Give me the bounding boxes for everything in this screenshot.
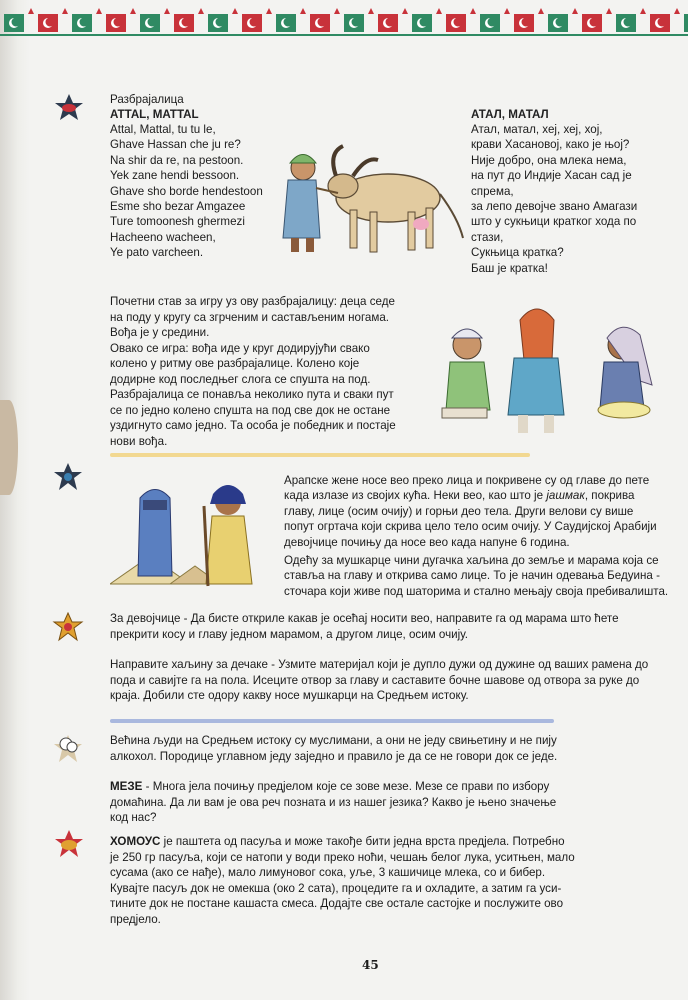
text-line: Направите хаљину за дечаке - Узмите материјал који је дупло дужи од дужине од ваших рамена до bbox=[110, 658, 649, 671]
text-line: краја. Добили сте одору какву носе мушкарци на Средњем истоку. bbox=[110, 689, 469, 702]
children-illustration bbox=[432, 290, 667, 445]
text-line: тините док не постане кашаста смеса. Додајте све остале састојке и послужите ово bbox=[110, 897, 564, 910]
cyrillic-title: АТАЛ, МАТАЛ bbox=[471, 108, 549, 121]
text-line: Ture tomoonesh ghermezi bbox=[110, 215, 245, 229]
page-binding-edge bbox=[0, 0, 30, 1000]
text-line: Атал, матал, хеј, хеј, хој, bbox=[471, 123, 603, 136]
text-line: код нас? bbox=[110, 811, 157, 824]
text-line: Није добро, она млека нема, bbox=[471, 153, 627, 167]
section-divider bbox=[110, 453, 530, 457]
text-line: Почетни став за игру уз ову разбрајалицу: деца седе bbox=[110, 295, 395, 308]
hands-icon bbox=[52, 828, 86, 867]
text-line: Разбрајалица се понавља неколико пута и сваки пут bbox=[110, 388, 394, 401]
page-number: 45 bbox=[362, 958, 379, 972]
text-line: девојчице почињу да носе вео када напуне 6 година. bbox=[284, 535, 570, 549]
text-line: За девојчице - Да бисте откриле какав је осећај носити вео, направите га од марама што ћете bbox=[110, 612, 619, 625]
cloud-icon bbox=[52, 732, 84, 771]
text-run: када излазе из својих кућа. Неки вео, као што је bbox=[284, 489, 547, 503]
text-line: Сукњица кратка? bbox=[471, 246, 564, 260]
text-line: Ghave sho borde hendestoon bbox=[110, 184, 263, 198]
text-line: крави Хасановој, како је њој? bbox=[471, 138, 630, 152]
text-line: Овако се игра: вођа иде у круг додирујући свако bbox=[110, 341, 370, 355]
rhyme-heading: Разбрајалица bbox=[110, 93, 184, 106]
text-line: Hacheeno wacheen, bbox=[110, 230, 216, 244]
text-line: нови вођа. bbox=[110, 434, 168, 448]
text-line: Ye pato varcheen. bbox=[110, 246, 204, 260]
text-line: за лепо девојче звано Амагази bbox=[471, 200, 638, 213]
text-line: спрема, bbox=[471, 184, 514, 198]
text-line: ставља на главу и открива само лице. То је начин одевања Бедуина - bbox=[284, 569, 660, 583]
text-line: се по једно колено спушта на под све док не остане bbox=[110, 403, 391, 417]
text-run: - Многа јела почињу предјелом које се зове мезе. Мезе се прави по избору bbox=[142, 780, 550, 793]
text-line: Вођа је у средини. bbox=[110, 326, 210, 339]
star-icon bbox=[52, 462, 84, 497]
text-line: Na shir da re, na pestoon. bbox=[110, 153, 244, 167]
camel-icon bbox=[52, 93, 86, 128]
meze-term: МЕЗЕ bbox=[110, 780, 143, 793]
text-line: Арапске жене носе вео преко лица и покривене су од главе до пете bbox=[284, 474, 650, 487]
veiled-people-illustration bbox=[110, 476, 280, 597]
text-line: на поду у кругу са згрченим и састављеним ногама. bbox=[110, 310, 390, 324]
text-line: додирне код последњег слога се спушта на под. bbox=[110, 372, 371, 386]
star-icon bbox=[52, 612, 84, 647]
boy-with-cow-illustration bbox=[258, 138, 473, 268]
text-line: колено у ритму ове разбрајалице. Колено које bbox=[110, 357, 360, 370]
latin-title: ATTAL, MATTAL bbox=[110, 108, 199, 121]
text-line: предјело. bbox=[110, 912, 161, 926]
text-line: Esme sho bezar Amgazee bbox=[110, 200, 246, 213]
text-line: сточара који живе под шаторима и стално мењају своја пребивалишта. bbox=[284, 584, 669, 598]
text-line: домаћина. Да ли вам је ова реч позната и из нашег језика? Какво је њено значење bbox=[110, 795, 557, 809]
text-line: прекрити косу и главу једном марамом, а другом лице, осим очију. bbox=[110, 627, 469, 641]
text-line: Већина људи на Средњем истоку су муслимани, а они не једу свињетину и не пију bbox=[110, 734, 557, 747]
text-line: алкохол. Породице углавном једу заједно и правило је да се не говори док се једе. bbox=[110, 749, 558, 763]
text-line: сусама (ако се нађе), мало лимуновог сока, уље, 3 кашичице млека, со и бибер. bbox=[110, 866, 546, 879]
text-line: је 250 гр пасуља, који се натопи у води преко ноћи, чешањ белог лука, уситњен, мало bbox=[110, 850, 575, 864]
text-line: главу, лице (осим очију) и горњи део тела. Други велови су више bbox=[284, 504, 634, 518]
text-line bbox=[110, 834, 565, 849]
text-line: попут огртача који скрива цело тело осим очију. У Саудијској Арабији bbox=[284, 520, 657, 534]
hummus-term: ХОМОУС bbox=[110, 835, 161, 848]
text-line: Yek zane hendi bessoon. bbox=[110, 169, 240, 183]
section-divider bbox=[110, 719, 554, 723]
text-line: Ghave Hassan che ju re? bbox=[110, 138, 241, 152]
text-line: што у сукњици кратког хода по bbox=[471, 215, 637, 229]
text-line: Кувајте пасуљ док не омекша (око 2 сата), процедите га и охладите, а затим га уси- bbox=[110, 881, 562, 895]
text-line bbox=[110, 779, 549, 794]
text-line bbox=[284, 488, 635, 503]
text-run: , покрива bbox=[584, 489, 635, 503]
text-line: пода и савијте га на пола. Исеците отвор за главу и саставите бочне шавове од отвора за руке до bbox=[110, 673, 640, 687]
text-run: је паштета од пасуља и може такође бити једна врста предјела. Потребно bbox=[160, 835, 565, 848]
border-pattern-icon bbox=[0, 0, 688, 38]
text-line: Баш је кратка! bbox=[471, 261, 548, 275]
text-line: уздигнуто само једно. Та особа је победник и постаје bbox=[110, 419, 396, 432]
decorative-border bbox=[0, 0, 688, 38]
text-line: стази, bbox=[471, 230, 504, 244]
yashmak-term: јашмак bbox=[546, 489, 585, 503]
text-line: Attal, Mattal, tu tu le, bbox=[110, 123, 216, 136]
text-line: на пут до Индије Хасан сад је bbox=[471, 169, 632, 183]
text-line: Одећу за мушкарце чини дугачка хаљина до земље и марама која се bbox=[284, 554, 659, 567]
